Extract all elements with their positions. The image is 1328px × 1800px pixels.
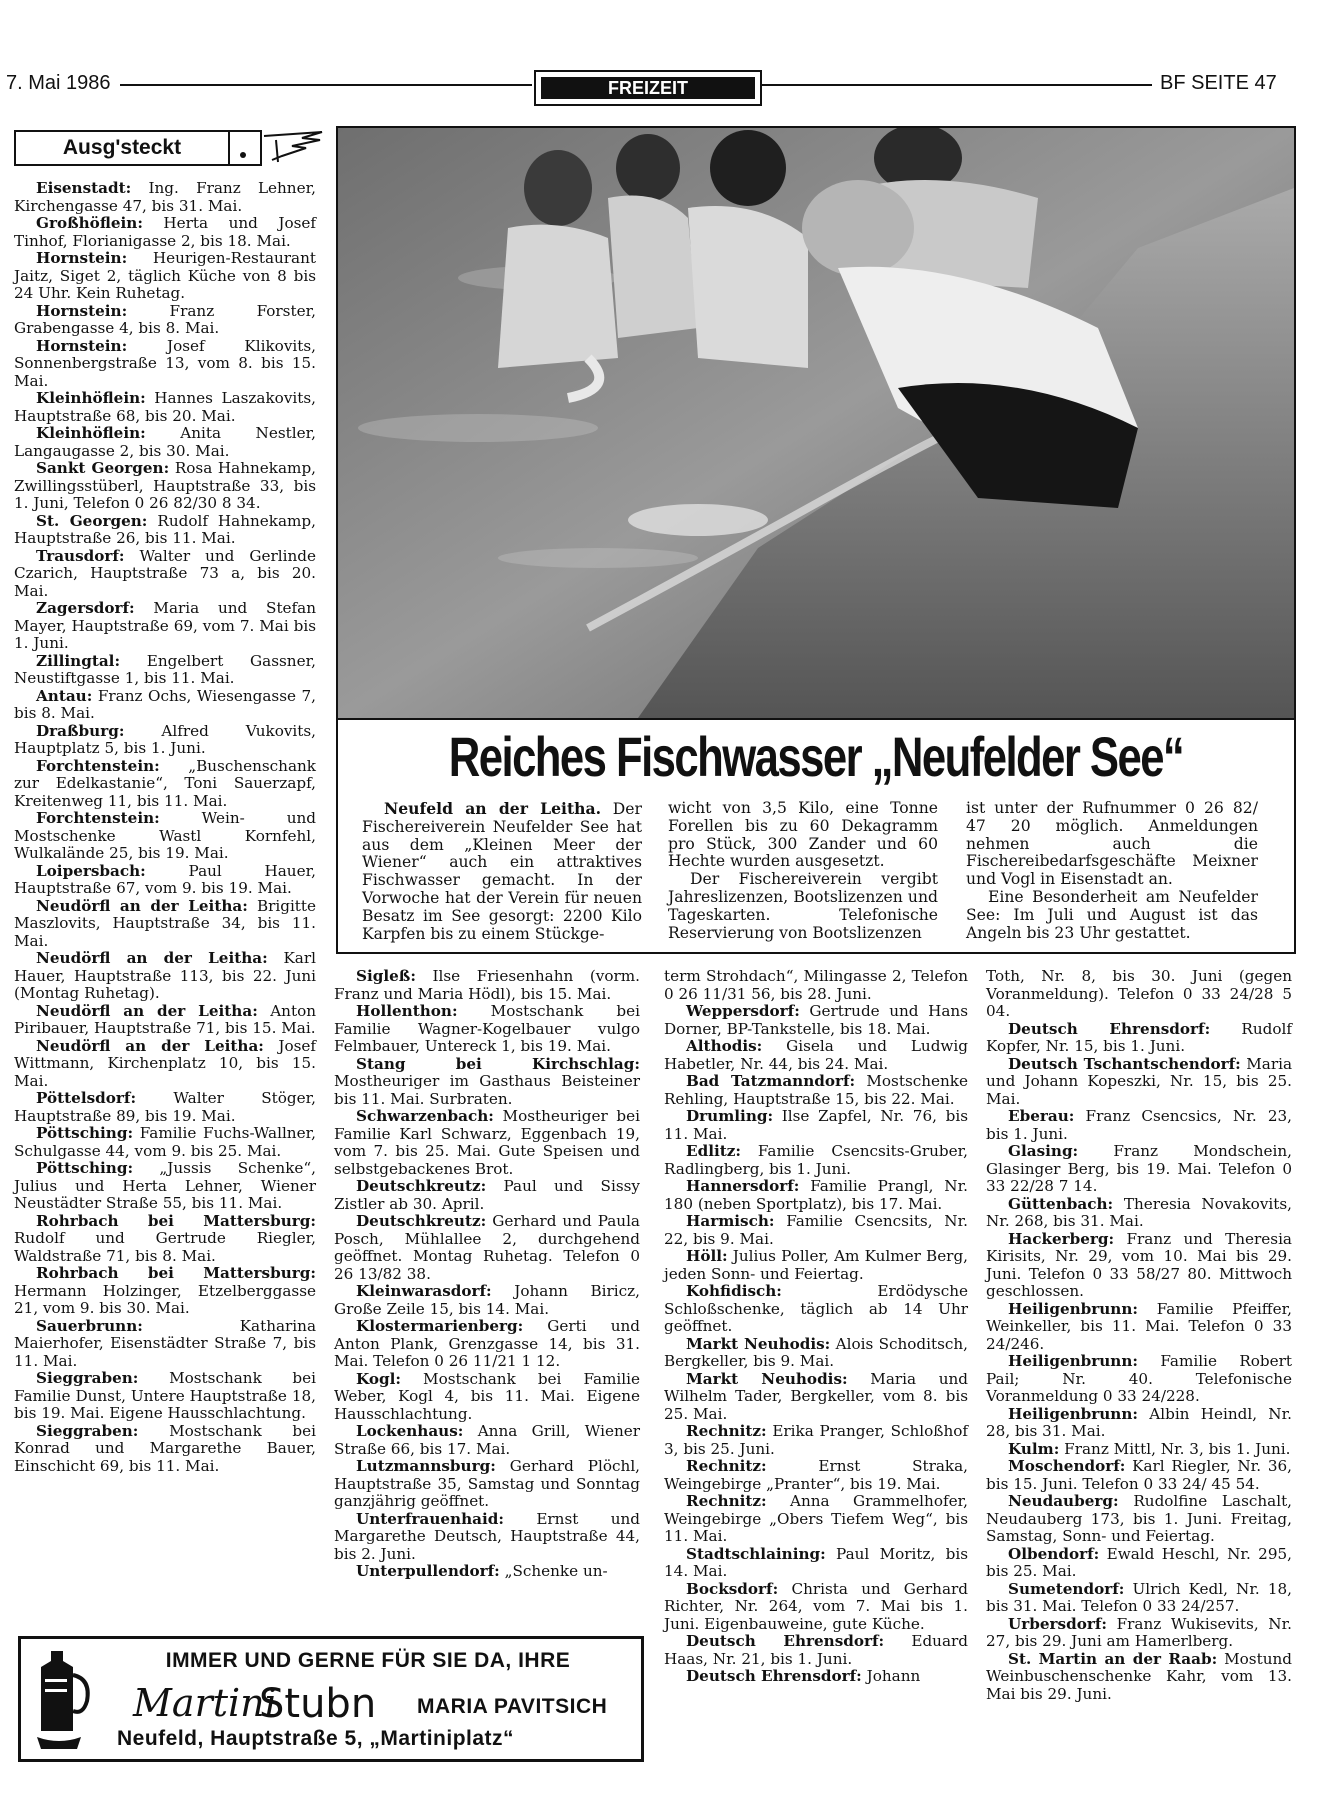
listing-entry xyxy=(986,1108,1292,1143)
listing-entry xyxy=(14,1370,316,1423)
listing-entry xyxy=(334,1213,640,1283)
listing-place: Glasing: xyxy=(1008,1142,1079,1160)
listing-details: Karl Hauer, Hauptstraße 113, bis 22. Juni (Montag Ruhetag). xyxy=(14,949,316,1002)
listing-entry xyxy=(14,863,316,898)
listing-entry xyxy=(14,1423,316,1476)
listing-details: Eduard Haas, Nr. 21, bis 1. Juni. xyxy=(664,1632,968,1668)
article-col2-text-b: Der Fischereiverein vergibt Jahreslizenzen, Bootslizenzen und Tageskarten. Telefonische Reservierung von Bootslizenzen xyxy=(668,870,938,942)
listing-entry xyxy=(14,1160,316,1213)
listing-place: Deutsch Tschantschendorf: xyxy=(1008,1054,1241,1073)
listing-entry xyxy=(664,1108,968,1143)
advert-brand-script: Martini xyxy=(133,1681,277,1725)
article-col1-text: Der Fischereiverein Neufelder See hat aus dem „Kleinen Meer der Wiener“ auch ein attraktives Fischwasser gemacht. In der Vorwoche hat der Verein für neuen Besatz im See gesorgt: 2200 Kilo Karpfen bis zu einem Stückge- xyxy=(362,800,642,943)
article-box xyxy=(336,716,1296,954)
listing-details: Franz Csencsics, Nr. 23, bis 1. Juni. xyxy=(986,1107,1292,1143)
listing-entry xyxy=(986,1616,1292,1651)
listing-place: Heiligenbrunn: xyxy=(1008,1352,1138,1370)
listing-entry xyxy=(664,1038,968,1073)
listing-details: „Jussis Schenke“, Julius und Herta Lehner, Wiener Neustädter Straße 55, bis 11. Mai. xyxy=(14,1159,316,1212)
listing-place: Zillingtal: xyxy=(36,651,121,670)
listing-entry xyxy=(664,1073,968,1108)
listing-details: Mostschank bei Familie Wagner-Kogelbauer vulgo Felmbauer, Untereck 1, bis 19. Mai. xyxy=(334,1002,640,1055)
page-number: BF SEITE 47 xyxy=(1160,72,1277,94)
listing-details: Maria und Stefan Mayer, Hauptstraße 69, vom 7. Mai bis 1. Juni. xyxy=(14,599,316,652)
listing-details: Franz Mondschein, Glasinger Berg, bis 19. Mai. Telefon 0 33 22/28 7 14. xyxy=(986,1142,1292,1195)
listing-entry xyxy=(334,1056,640,1109)
article-column-1 xyxy=(362,800,642,943)
listing-place: Unterpullendorf: xyxy=(356,1562,500,1580)
listing-entry xyxy=(986,1441,1292,1459)
listing-details: Mostund Weinbuschenschenke Kahr, vom 13. Mai bis 29. Juni. xyxy=(986,1649,1292,1703)
listing-place: Stadtschlaining: xyxy=(686,1544,826,1563)
listing-entry xyxy=(664,1493,968,1546)
listing-place: Hornstein: xyxy=(36,249,128,267)
listing-details: Ernst Straka, Weingebirge „Pranter“, bis 19. Mai. xyxy=(664,1457,968,1493)
listing-details: Rudolf Hahnekamp, Hauptstraße 26, bis 11. Mai. xyxy=(14,511,316,547)
listing-place: Schwarzenbach: xyxy=(356,1107,494,1125)
listing-place: Markt Neuhodis: xyxy=(686,1334,831,1353)
listing-details: Rudolf und Gertrude Riegler, Waldstraße 71, bis 8. Mai. xyxy=(14,1229,316,1265)
listing-entry xyxy=(334,1178,640,1213)
listing-entry xyxy=(986,1493,1292,1546)
dot-icon xyxy=(240,152,246,158)
listing-details: Karl Riegler, Nr. 36, bis 15. Juni. Telefon 0 33 24/ 45 54. xyxy=(986,1457,1292,1493)
advert-address: Neufeld, Hauptstraße 5, „Martiniplatz“ xyxy=(117,1727,515,1750)
listing-entry xyxy=(664,1336,968,1371)
listing-place: Neudauberg: xyxy=(1008,1492,1119,1510)
listing-details: Paul und Sissy Zistler ab 30. April. xyxy=(334,1177,640,1213)
listing-entry xyxy=(14,425,316,460)
advert-brand-block: Stubn xyxy=(259,1681,377,1727)
listing-place: Drumling: xyxy=(686,1107,774,1125)
advert-slogan: IMMER UND GERNE FÜR SIE DA, IHRE xyxy=(165,1649,571,1672)
listing-entry xyxy=(334,1003,640,1056)
listing-details: Anita Nestler, Langaugasse 2, bis 30. Mai. xyxy=(14,424,316,460)
listing-entry xyxy=(664,1633,968,1668)
listing-details: Familie Pfeiffer, Weinkeller, bis 11. Mai. Telefon 0 33 24/246. xyxy=(986,1299,1292,1353)
listing-place: Güttenbach: xyxy=(1008,1194,1114,1213)
listing-entry xyxy=(664,1423,968,1458)
listing-entry xyxy=(986,1581,1292,1616)
listing-place: Kleinhöflein: xyxy=(36,389,146,407)
page-header xyxy=(0,72,1328,112)
listing-details: Josef Wittmann, Kirchenplatz 10, bis 15. Mai. xyxy=(14,1036,316,1090)
listing-details: Mostschenke Rehling, Hauptstraße 15, bis 22. Mai. xyxy=(664,1072,968,1108)
listing-details: Gerhard und Paula Posch, Mühlallee 2, durchgehend geöffnet. Montag Ruhetag. Telefon 0 26 13/82 38. xyxy=(334,1212,640,1283)
listing-details: Familie Prangl, Nr. 180 (neben Sportplatz), bis 17. Mai. xyxy=(664,1177,968,1213)
listing-entry xyxy=(986,1353,1292,1406)
listing-place: Sieggraben: xyxy=(36,1369,139,1387)
listing-entry xyxy=(14,1125,316,1160)
listing-place: Deutsch Ehrensdorf: xyxy=(686,1667,862,1685)
listing-column-4 xyxy=(986,968,1292,1703)
listing-place: Höll: xyxy=(686,1247,728,1265)
listing-place: Loipersbach: xyxy=(36,861,146,880)
listing-details: Mostschank bei Konrad und Margarethe Bauer, Einschicht 69, bis 11. Mai. xyxy=(14,1421,316,1475)
listing-place: Kulm: xyxy=(1008,1439,1060,1458)
listing-place: Unterfrauenhaid: xyxy=(356,1509,504,1528)
listing-entry xyxy=(986,1196,1292,1231)
listing-details: Rudolf Kopfer, Nr. 15, bis 1. Juni. xyxy=(986,1019,1292,1055)
listing-place: Sumetendorf: xyxy=(1008,1579,1125,1598)
listing-entry xyxy=(664,1003,968,1038)
listing-entry xyxy=(986,1651,1292,1704)
listing-entry xyxy=(986,968,1292,1021)
listing-entry xyxy=(664,1458,968,1493)
listing-place: Deutschkreutz: xyxy=(356,1212,487,1230)
listing-details: Gerhard Plöchl, Hauptstraße 35, Samstag und Sonntag ganzjährig geöffnet. xyxy=(334,1457,640,1510)
listing-details: Ilse Friesenhahn (vorm. Franz und Maria Hödl), bis 15. Mai. xyxy=(334,967,640,1003)
listing-details: term Strohdach“, Milingasse 2, Telefon 0 26 11/31 56, bis 28. Juni. xyxy=(664,967,968,1003)
listing-details: Anton Piribauer, Hauptstraße 71, bis 15. Mai. xyxy=(14,1001,316,1037)
listing-entry xyxy=(14,950,316,1003)
listing-details: Ewald Heschl, Nr. 295, bis 25. Mai. xyxy=(986,1544,1292,1580)
listing-entry xyxy=(14,390,316,425)
listing-place: Eberau: xyxy=(1008,1107,1075,1125)
advert-owner: MARIA PAVITSICH xyxy=(417,1695,608,1718)
header-rule-left xyxy=(120,84,532,86)
listing-place: Rechnitz: xyxy=(686,1422,767,1440)
listing-entry xyxy=(664,1546,968,1581)
listing-entry xyxy=(986,1056,1292,1109)
article-dateline: Neufeld an der Leitha. xyxy=(384,799,602,818)
listing-place: Kleinwarasdorf: xyxy=(356,1282,492,1300)
listing-place: Neudörfl an der Leitha: xyxy=(36,896,248,915)
listing-place: Stang bei Kirchschlag: xyxy=(356,1054,640,1073)
listing-place: Olbendorf: xyxy=(1008,1544,1100,1563)
listing-place: Hornstein: xyxy=(36,336,128,355)
listing-entry xyxy=(14,513,316,548)
listing-place: Forchtenstein: xyxy=(36,809,160,827)
listing-entry xyxy=(14,688,316,723)
listing-entry xyxy=(664,1668,968,1686)
listing-details: Christa und Gerhard Richter, Nr. 264, vom 7. Mai bis 1. Juni. Eigenbauweine, gute Küche. xyxy=(664,1579,968,1633)
listing-details: Heurigen-Restaurant Jaitz, Siget 2, täglich Küche von 8 bis 24 Uhr. Kein Ruhetag. xyxy=(14,249,316,302)
listing-place: Eisenstadt: xyxy=(36,179,132,197)
listing-place: Sankt Georgen: xyxy=(36,459,170,477)
ausgsteckt-title-box xyxy=(14,130,230,166)
listing-details: Franz Wukisevits, Nr. 27, bis 29. Juni am Hamerlberg. xyxy=(986,1614,1292,1650)
listing-entry xyxy=(14,600,316,653)
listing-column-2 xyxy=(334,968,640,1581)
listing-entry xyxy=(14,338,316,391)
listing-place: Hollenthon: xyxy=(356,1002,458,1020)
article-column-3 xyxy=(966,800,1258,942)
listing-entry xyxy=(664,1213,968,1248)
listing-place: Lutzmannsburg: xyxy=(356,1457,496,1475)
listing-column-1 xyxy=(14,180,316,1475)
listing-details: Rudolfine Laschalt, Neudauberg 173, bis 1. Juni. Freitag, Samstag, Sonn- und Feiertag. xyxy=(986,1492,1292,1545)
listing-details: Gertrude und Hans Dorner, BP-Tankstelle, bis 18. Mai. xyxy=(664,1002,968,1038)
listing-details: Franz und Theresia Kirisits, Nr. 29, vom 10. Mai bis 29. Juni. Telefon 0 33 58/27 80. Mittwoch geschlossen. xyxy=(986,1229,1292,1300)
listing-details: Maria und Wilhelm Tader, Bergkeller, vom 8. bis 25. Mai. xyxy=(664,1369,968,1423)
listing-place: Althodis: xyxy=(686,1037,763,1055)
listing-entry xyxy=(986,1231,1292,1301)
listing-entry xyxy=(664,1371,968,1424)
article-headline: Reiches Fischwasser „Neufelder See“ xyxy=(448,725,1184,788)
lake-photo xyxy=(336,126,1296,720)
listing-details: Erdödysche Schloßschenke, täglich ab 14 Uhr geöffnet. xyxy=(664,1282,968,1335)
listing-details: Josef Klikovits, Sonnenbergstraße 13, vom 8. bis 15. Mai. xyxy=(14,336,316,390)
article-col2-text-a: wicht von 3,5 Kilo, eine Tonne Forellen bis zu 60 Dekagramm pro Stück, 300 Zander und 60 Hechte wurden ausgesetzt. xyxy=(668,799,938,871)
listing-entry xyxy=(334,1563,640,1581)
listing-details: Maria und Johann Kopeszki, Nr. 15, bis 25. Mai. xyxy=(986,1054,1292,1108)
listing-entry xyxy=(14,215,316,250)
listing-entry xyxy=(986,1458,1292,1493)
listing-place: Rechnitz: xyxy=(686,1457,767,1475)
issue-date: 7. Mai 1986 xyxy=(6,72,111,94)
listing-details: Johann Biricz, Große Zeile 15, bis 14. Mai. xyxy=(334,1282,640,1318)
listing-details: „Buschenschank zur Edelkastanie“, Toni Sauerzapf, Kreitenweg 11, bis 11. Mai. xyxy=(14,756,316,810)
listing-entry xyxy=(664,1178,968,1213)
listing-entry xyxy=(664,1143,968,1178)
listing-details: Toth, Nr. 8, bis 30. Juni (gegen Voranmeldung). Telefon 0 33 24/28 5 04. xyxy=(986,967,1292,1020)
listing-entry xyxy=(986,1546,1292,1581)
article-column-2 xyxy=(668,800,938,942)
listing-place: Deutsch Ehrensdorf: xyxy=(1008,1019,1211,1038)
listing-entry xyxy=(14,653,316,688)
listing-entry xyxy=(14,1265,316,1318)
listing-details: Alfred Vukovits, Hauptplatz 5, bis 1. Juni. xyxy=(14,721,316,757)
listing-entry xyxy=(14,180,316,215)
listing-entry xyxy=(14,758,316,811)
listing-place: Moschendorf: xyxy=(1008,1457,1126,1475)
listing-entry xyxy=(334,1283,640,1318)
listing-details: Julius Poller, Am Kulmer Berg, jeden Sonn- und Feiertag. xyxy=(664,1247,968,1283)
listing-details: Ernst und Margarethe Deutsch, Hauptstraße 44, bis 2. Juni. xyxy=(334,1509,640,1563)
listing-entry xyxy=(334,968,640,1003)
listing-place: Zagersdorf: xyxy=(36,599,135,617)
listing-entry xyxy=(664,1248,968,1283)
listing-entry xyxy=(664,1581,968,1634)
listing-place: Sigleß: xyxy=(356,967,416,985)
listing-entry xyxy=(664,1283,968,1336)
listing-details: Engelbert Gassner, Neustiftgasse 1, bis 11. Mai. xyxy=(14,651,316,687)
listing-entry xyxy=(334,1108,640,1178)
listing-place: Sieggraben: xyxy=(36,1421,139,1440)
listing-place: Pöttsching: xyxy=(36,1159,134,1177)
listing-place: Hannersdorf: xyxy=(686,1177,800,1195)
listing-details: Familie Fuchs-Wallner, Schulgasse 44, vom 9. bis 25. Mai. xyxy=(14,1124,316,1160)
listing-place: Hackerberg: xyxy=(1008,1229,1115,1248)
listing-details: Gisela und Ludwig Habetler, Nr. 44, bis 24. Mai. xyxy=(664,1037,968,1073)
listing-entry xyxy=(986,1406,1292,1441)
listing-details: „Schenke un- xyxy=(499,1562,608,1580)
article-col3-text-b: Eine Besonderheit am Neufelder See: Im Juli und August ist das Angeln bis 23 Uhr gestattet. xyxy=(966,887,1258,942)
listing-details: Ing. Franz Lehner, Kirchengasse 47, bis 31. Mai. xyxy=(14,179,316,215)
listing-place: St. Georgen: xyxy=(36,511,148,530)
listing-details: Ulrich Kedl, Nr. 18, bis 31. Mai. Telefon 0 33 24/257. xyxy=(986,1579,1292,1615)
listing-place: Urbersdorf: xyxy=(1008,1614,1107,1633)
listing-details: Anna Grill, Wiener Straße 66, bis 17. Mai. xyxy=(334,1422,640,1458)
listing-entry xyxy=(334,1318,640,1371)
wine-jug-icon xyxy=(29,1645,99,1753)
listing-entry xyxy=(14,250,316,303)
section-label xyxy=(534,70,762,106)
listing-entry xyxy=(14,1213,316,1266)
listing-entry xyxy=(334,1511,640,1564)
listing-place: Hornstein: xyxy=(36,301,128,320)
listing-entry xyxy=(334,1458,640,1511)
listing-details: Johann xyxy=(861,1667,921,1685)
section-title: FREIZEIT xyxy=(541,77,755,99)
martinistubn-advert xyxy=(18,1636,644,1762)
listing-details: Mostheuriger im Gasthaus Beisteiner bis 11. Mai. Surbraten. xyxy=(334,1072,640,1108)
listing-details: Mostheuriger bei Familie Karl Schwarz, Eggenbach 19, vom 7. bis 25. Mai. Gute Speisen und selbstgebackenes Brot. xyxy=(334,1107,640,1178)
listing-place: Lockenhaus: xyxy=(356,1422,464,1440)
listing-place: Großhöflein: xyxy=(36,214,143,232)
listing-place: Heiligenbrunn: xyxy=(1008,1404,1138,1423)
listing-entry xyxy=(986,1143,1292,1196)
article-col3-text-a: ist unter der Rufnummer 0 26 82/ 47 20 möglich. Anmeldungen nehmen auch die Fischereibedarfsgeschäfte Meixner und Vogl in Eisenstadt an. xyxy=(966,799,1258,889)
listing-entry xyxy=(986,1301,1292,1354)
listing-entry xyxy=(14,548,316,601)
listing-place: Bocksdorf: xyxy=(686,1579,779,1598)
ausgsteckt-heading xyxy=(14,130,330,164)
listing-entry xyxy=(664,968,968,1003)
header-rule-right xyxy=(762,84,1152,86)
listing-entry xyxy=(14,1003,316,1038)
listing-details: Mostschank bei Familie Dunst, Untere Hauptstraße 18, bis 19. Mai. Eigene Hausschlachtung. xyxy=(14,1369,316,1422)
listing-place: Draßburg: xyxy=(36,721,125,740)
listing-place: Deutsch Ehrensdorf: xyxy=(686,1632,885,1650)
listing-details: Paul Hauer, Hauptstraße 67, vom 9. bis 19. Mai. xyxy=(14,861,316,897)
listing-place: Kogl: xyxy=(356,1369,401,1388)
listing-details: Alois Schoditsch, Bergkeller, bis 9. Mai. xyxy=(664,1334,968,1370)
listing-place: Pöttelsdorf: xyxy=(36,1089,137,1107)
listing-place: Weppersdorf: xyxy=(686,1002,800,1020)
listing-details: Wein- und Mostschenke Wastl Kornfehl, Wulkalände 25, bis 19. Mai. xyxy=(14,809,316,862)
listing-place: Edlitz: xyxy=(686,1142,741,1160)
listing-place: Forchtenstein: xyxy=(36,756,160,775)
listing-place: Kleinhöflein: xyxy=(36,424,146,442)
listing-details: Franz Mittl, Nr. 3, bis 1. Juni. xyxy=(1059,1439,1291,1458)
dot-box xyxy=(228,130,262,166)
listing-place: Klostermarienberg: xyxy=(356,1317,524,1335)
listing-details: Familie Csencsits-Gruber, Radlingberg, bis 1. Juni. xyxy=(664,1142,968,1178)
ausgsteckt-title: Ausg'steckt xyxy=(62,136,182,159)
listing-place: Trausdorf: xyxy=(36,546,125,565)
listing-place: Pöttsching: xyxy=(36,1124,134,1142)
listing-place: Markt Neuhodis: xyxy=(686,1369,848,1388)
listing-place: Sauerbrunn: xyxy=(36,1316,143,1335)
listing-place: Deutschkreutz: xyxy=(356,1177,487,1195)
listing-details: Familie Csencsits, Nr. 22, bis 9. Mai. xyxy=(664,1212,968,1248)
listing-details: Katharina Maierhofer, Eisenstädter Straße 7, bis 11. Mai. xyxy=(14,1316,316,1370)
listing-details: Familie Robert Pail; Nr. 40. Telefonische Voranmeldung 0 33 24/228. xyxy=(986,1352,1292,1405)
listing-entry xyxy=(14,1318,316,1371)
listing-details: Franz Ochs, Wiesengasse 7, bis 8. Mai. xyxy=(14,686,316,722)
listing-entry xyxy=(14,723,316,758)
listing-column-3 xyxy=(664,968,968,1686)
listing-entry xyxy=(14,1038,316,1091)
listing-place: Neudörfl an der Leitha: xyxy=(36,1001,258,1020)
listing-details: Mostschank bei Familie Weber, Kogl 4, bis 11. Mai. Eigene Hausschlachtung. xyxy=(334,1369,640,1423)
listing-place: Rohrbach bei Mattersburg: xyxy=(36,1211,316,1230)
listing-entry xyxy=(334,1423,640,1458)
listing-place: St. Martin an der Raab: xyxy=(1008,1649,1218,1668)
listing-place: Heiligenbrunn: xyxy=(1008,1299,1138,1318)
listing-details: Rosa Hahnekamp, Zwillingsstüberl, Hauptstraße 33, bis 1. Juni, Telefon 0 26 82/30 8 34. xyxy=(14,459,316,512)
fir-branch-icon xyxy=(262,130,332,164)
listing-place: Kohfidisch: xyxy=(686,1282,782,1300)
listing-entry xyxy=(986,1021,1292,1056)
listing-entry xyxy=(14,1090,316,1125)
listing-place: Rechnitz: xyxy=(686,1492,767,1510)
listing-place: Neudörfl an der Leitha: xyxy=(36,1036,264,1055)
listing-details: Herta und Josef Tinhof, Florianigasse 2, bis 18. Mai. xyxy=(14,214,316,250)
listing-details: Ilse Zapfel, Nr. 76, bis 11. Mai. xyxy=(664,1107,968,1143)
listing-place: Harmisch: xyxy=(686,1212,775,1230)
listing-details: Walter und Gerlinde Czarich, Hauptstraße 73 a, bis 20. Mai. xyxy=(14,546,316,600)
listing-details: Gerti und Anton Plank, Grenzgasse 14, bis 31. Mai. Telefon 0 26 11/21 1 12. xyxy=(334,1317,640,1370)
listing-details: Theresia Novakovits, Nr. 268, bis 31. Mai. xyxy=(986,1194,1292,1230)
listing-entry xyxy=(14,460,316,513)
listing-entry xyxy=(334,1371,640,1424)
listing-details: Erika Pranger, Schloßhof 3, bis 25. Juni. xyxy=(664,1422,968,1458)
listing-place: Antau: xyxy=(36,686,93,705)
listing-details: Paul Moritz, bis 14. Mai. xyxy=(664,1544,968,1580)
listing-details: Brigitte Maszlovits, Hauptstraße 34, bis 11. Mai. xyxy=(14,896,316,950)
listing-entry xyxy=(14,303,316,338)
listing-details: Franz Forster, Grabengasse 4, bis 8. Mai. xyxy=(14,301,316,337)
listing-place: Bad Tatzmanndorf: xyxy=(686,1072,856,1090)
listing-details: Hannes Laszakovits, Hauptstraße 68, bis 20. Mai. xyxy=(14,389,316,425)
listing-details: Albin Heindl, Nr. 28, bis 31. Mai. xyxy=(986,1404,1292,1440)
listing-place: Neudörfl an der Leitha: xyxy=(36,949,268,967)
listing-details: Hermann Holzinger, Etzelberggasse 21, vom 9. bis 30. Mai. xyxy=(14,1281,316,1317)
listing-place: Rohrbach bei Mattersburg: xyxy=(36,1264,316,1282)
listing-entry xyxy=(14,810,316,863)
listing-details: Walter Stöger, Hauptstraße 89, bis 19. Mai. xyxy=(14,1089,316,1125)
listing-entry xyxy=(14,898,316,951)
listing-details: Anna Grammelhofer, Weingebirge „Obers Tiefem Weg“, bis 11. Mai. xyxy=(664,1492,968,1545)
